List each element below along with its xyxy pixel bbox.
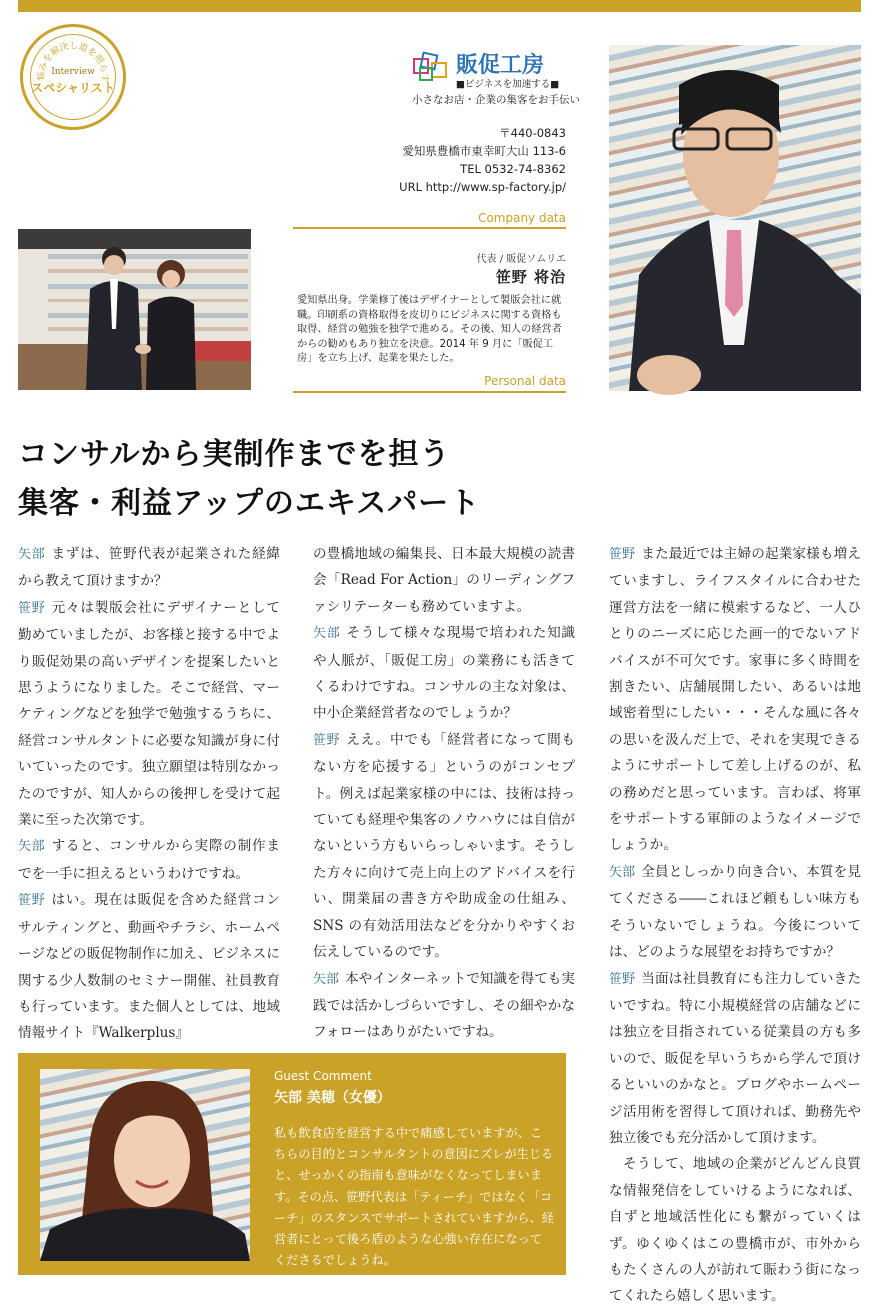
- guest-comment-text: 私も飲食店を経営する中で痛感していますが、こちらの目的とコンサルタントの意図にズレが生じると、せっかくの指南も意味がなくなってしまいます。その点、笹野代表は「ティーチ」ではなく「コーチ」のスタンスでサポートされていますから、経営者にとって後ろ盾のような心強い存在になってくださるでしょうね。: [274, 1126, 554, 1268]
- article-paragraph: 矢部 本やインターネットで知識を得ても実践では活かしづらいですし、その細やかなフォローはありがたいですね。: [313, 970, 575, 1041]
- article-paragraph: 矢部 まずは、笹野代表が起業された経緯から教えて頂けますか？: [18, 546, 280, 590]
- article-paragraph: そうして、地域の企業がどんどん良質な情報発信をしていけるようになれば、自ずと地域活性化にも繋がっていくはず。ゆくゆくはこの豊橋市が、市外からもたくさんの人が訪れて賑わう街になってくれたら嬉しく思います。: [609, 1156, 861, 1305]
- article-paragraph: 笹野 また最近では主婦の起業家様も増えていますし、ライフスタイルに合わせた運営方法を一緒に模索するなど、一人ひとりのニーズに応じた画一的でないアドバイスが不可欠です。家事に多く時間を割きたい、店舗展開したい、あるいは地域密着型にしたい・・・そんな風に各々の思いを汲んだ上で、それを実現できるようにサポートして差し上げるのが、私の務めだと思っています。言わば、将軍をサポートする軍師のようなイメージでしょうか。: [609, 546, 861, 854]
- article-paragraph: 笹野 当面は社員教育にも注力していきたいですね。特に小規模経営の店舗などには独立を目指されている従業員の方も多いので、販促を早いうちから学んで頂けるといいのかなと。ブログやホームページ活用術を習得して頂ければ、勤務先や独立後でも充分活かして頂けます。: [609, 970, 861, 1146]
- article-paragraph: 矢部 全員としっかり向き合い、本質を見てくださる――これほど頼もしい味方もそういないでしょうね。今後については、どのような展望をお持ちですか？: [609, 863, 861, 961]
- telephone: TEL 0532-74-8362: [460, 162, 566, 176]
- article-column-2: [313, 541, 575, 1046]
- article-paragraph: 笹野 はい。現在は販促を含めた経営コンサルティングと、動画やチラシ、ホームページなどの販促物制作に加え、ビジネスに関する少人数制のセミナー開催、社員教育も行っています。また個人としては、地域情報サイト『Walkerplus』: [18, 892, 280, 1042]
- top-bar: [18, 0, 861, 12]
- specialist-badge: [20, 24, 126, 130]
- personal-data-rule: [293, 391, 566, 393]
- article-paragraph: 笹野 ええ。中でも「経営者になって間もない方を応援する」というのがコンセプト。例えば起業家様の中には、技術は持っていても経理や集客のノウハウには自信がないという方もいらっしゃいます。そうした方々に向けて売上向上のアドバイスを行い、開業届の書き方や助成金の仕組み、SNS の有効活用法などを分かりやすくお伝えしているのです。: [313, 731, 575, 961]
- speaker-label: 矢部: [18, 839, 46, 855]
- article-paragraph: 矢部 すると、コンサルから実際の制作までを一手に担えるというわけですね。: [18, 838, 280, 882]
- speaker-label: 笹野: [609, 971, 636, 987]
- badge-interview: Interview: [51, 67, 95, 77]
- headline-line-1: コンサルから実制作までを担う: [18, 437, 451, 472]
- company-logo: [412, 48, 580, 108]
- guest-name: 矢部 美穂（女優）: [274, 1090, 391, 1106]
- speaker-label: 笹野: [18, 600, 46, 616]
- article-column-1: [18, 541, 280, 1047]
- guest-comment-box: [18, 1053, 566, 1275]
- speaker-label: 矢部: [609, 864, 636, 880]
- company-data-rule: [293, 227, 566, 229]
- website-url[interactable]: URL http://www.sp-factory.jp/: [399, 180, 566, 194]
- handshake-photo: [18, 229, 251, 390]
- company-data-label: Company data: [478, 211, 566, 225]
- logo-name: 販促工房: [456, 52, 545, 78]
- article-paragraph: 笹野 元々は製版会社にデザイナーとして勤めていましたが、お客様と接する中でより販促効果の高いデザインを提案したいと思うようになりました。そこで経営、マーケティングなどを独学で勉強するうちに、経営コンサルタントに必要な知識が身に付いていったのです。独立願望は特別なかったのですが、知人からの後押しを受けて起業に至った次第です。: [18, 599, 280, 829]
- representative-bio: 愛知県出身。学業修了後はデザイナーとして製版会社に就職。印刷系の資格取得を皮切りにビジネスに関する資格も取得、経営の勉強を独学で進める。その後、知人の経営者からの勧めもあり独立を決意。2014 年 9 月に「販促工房」を立ち上げ、起業を果たした。: [297, 295, 562, 365]
- badge-title: スペシャリスト: [31, 81, 115, 95]
- representative-title: 代表 / 販促ソムリエ: [476, 254, 566, 265]
- personal-data-label: Personal data: [484, 374, 566, 388]
- guest-comment-label: Guest Comment: [274, 1069, 372, 1083]
- speaker-label: 笹野: [609, 547, 636, 562]
- speaker-label: 矢部: [313, 626, 341, 642]
- handshake-photo-illustration: [18, 229, 251, 390]
- speaker-label: 笹野: [18, 893, 46, 909]
- svg-text:悩みを解決し道を照らす: 悩みを解決し道を照らす: [36, 41, 110, 83]
- headline-line-2: 集客・利益アップのエキスパート: [18, 486, 481, 521]
- article-paragraph: 矢部 そうして様々な現場で培われた知識や人脈が、「販促工房」の業務にも活きてくるわけですね。コンサルの主な対象は、中小企業経営者なのでしょうか？: [313, 625, 575, 722]
- logo-mark-icon: [412, 51, 452, 83]
- representative-name: 笹野 将治: [495, 268, 566, 286]
- guest-portrait-illustration: [40, 1069, 250, 1261]
- postal-code: 〒440-0843: [499, 126, 566, 140]
- article-column-3: [609, 541, 861, 1310]
- badge-arc-text: [23, 27, 123, 127]
- guest-photo: [40, 1069, 250, 1261]
- company-info: [399, 124, 566, 196]
- speaker-label: 笹野: [313, 732, 341, 748]
- article-paragraph: の豊橋地域の編集長、日本最大規模の読書会「Read For Action」のリーディングファシリテーターも務めていますよ。: [313, 546, 575, 615]
- speaker-label: 矢部: [313, 971, 340, 987]
- speaker-label: 矢部: [18, 547, 46, 562]
- logo-tagline: ■ビジネスを加速する■: [456, 79, 560, 90]
- representative-portrait-photo: [609, 45, 861, 391]
- logo-slogan: 小さなお店・企業の集客をお手伝い: [412, 94, 580, 106]
- portrait-illustration: [609, 45, 861, 391]
- address: 愛知県豊橋市東幸町大山 113-6: [402, 144, 566, 158]
